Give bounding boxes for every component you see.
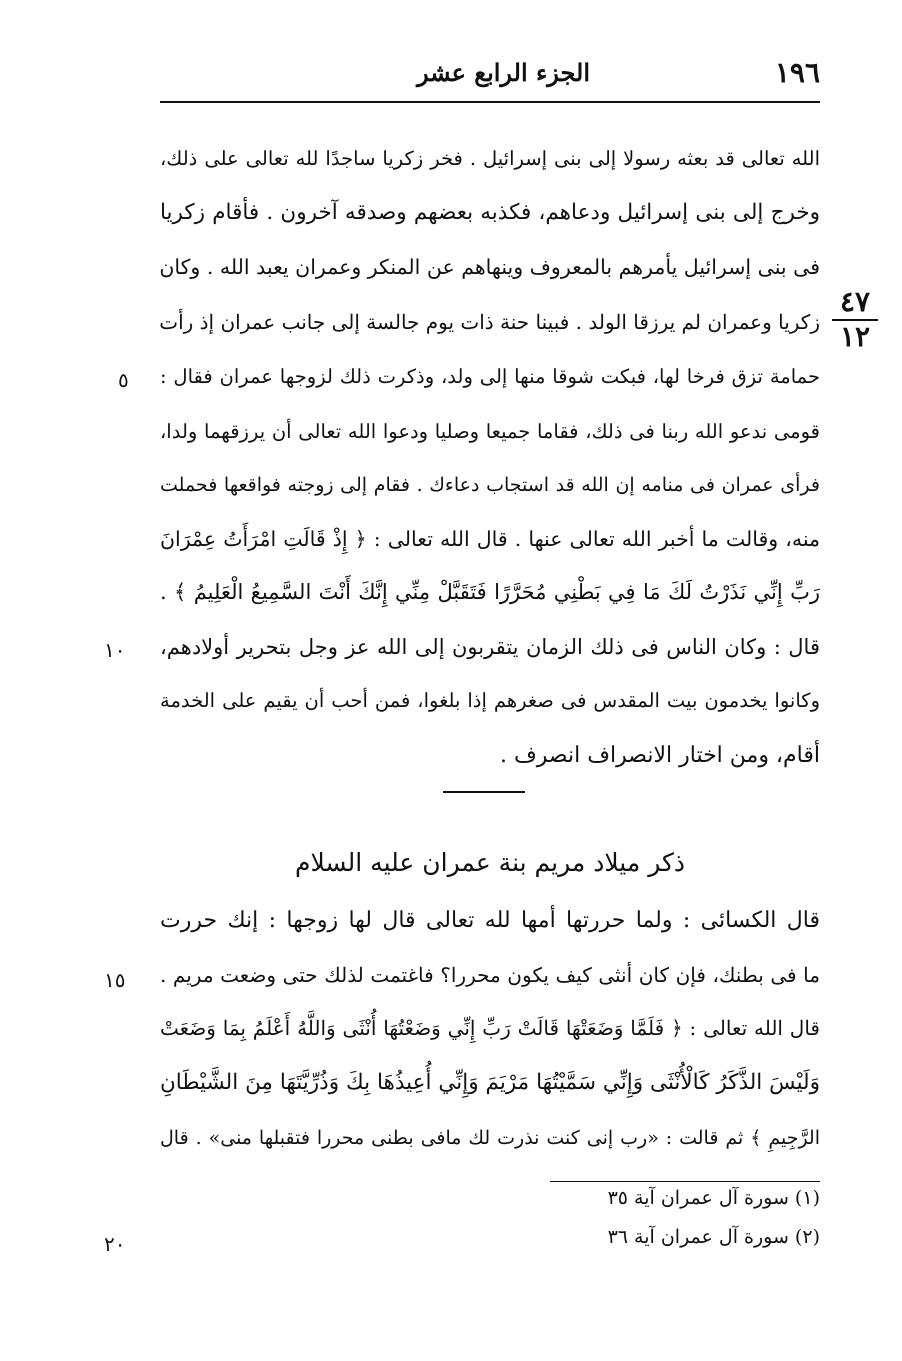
body-line: وخرج إلى بنى إسرائيل ودعاهم، فكذبه بعضهم وصدقه آخرون . فأقام زكريا	[160, 200, 820, 225]
section-line: الرَّجِيمِ ﴾ ثم قالت : «رب إنى كنت نذرت لك مافى بطنى محررا فتقبلها منى» . قال	[160, 1127, 820, 1149]
body-line: حمامة تزق فرخا لها، فبكت شوقا منها إلى ولد، وذكرت ذلك لزوجها عمران فقال :	[160, 365, 820, 388]
line-number-10: ١٠	[104, 638, 126, 662]
margin-reference-top: ٤٧	[839, 285, 871, 318]
body-line: قومى ندعو الله ربنا فى ذلك، فقاما جميعا وصليا ودعوا الله تعالى أن يرزقهما ولدا،	[160, 420, 820, 443]
footnote-rule	[550, 1181, 820, 1182]
body-line: منه، وقالت ما أخبر الله تعالى عنها . قال الله تعالى : ﴿ إِذْ قَالَتِ امْرَأَتُ عِمْرَانَ	[160, 527, 820, 551]
body-line: وكانوا يخدمون بيت المقدس فى صغرهم إذا بلغوا، فمن أحب أن يقيم على الخدمة	[160, 689, 820, 712]
body-line: أقام، ومن اختار الانصراف انصرف .	[499, 743, 820, 768]
body-text	[160, 0, 820, 1361]
section-divider	[443, 791, 525, 793]
quran-verse-line: رَبِّ إِنِّي نَذَرْتُ لَكَ مَا فِي بَطْنِي مُحَرَّرًا فَتَقَبَّلْ مِنِّي إِنَّكَ أَنْتَ السَّمِيعُ الْعَلِيمُ ﴾ .	[160, 580, 820, 604]
quran-verse-line: قال الله تعالى : ﴿ فَلَمَّا وَضَعَتْهَا قَالَتْ رَبِّ إِنِّي وَضَعْتُهَا أُنْثَى وَاللَّهُ أَعْلَمُ بِمَا وَضَعَتْ	[160, 1016, 820, 1040]
line-number-20: ٢٠	[104, 1232, 126, 1256]
quran-verse-line: وَلَيْسَ الذَّكَرُ كَالْأُنْثَى وَإِنِّي سَمَّيْتُهَا مَرْيَمَ وَإِنِّي أُعِيذُهَا بِكَ وَذُرِّيَّتَهَا مِنَ الشَّيْطَانِ	[160, 1070, 820, 1095]
footnote-2: (٢) سورة آل عمران آية ٣٦	[607, 1226, 820, 1248]
margin-reference-bottom: ١٢	[839, 320, 871, 353]
line-number-15: ١٥	[104, 968, 126, 992]
section-line: ما فى بطنك، فإن كان أنثى كيف يكون محررا؟ فاغتمت لذلك حتى وضعت مريم .	[160, 963, 820, 987]
section-title: ذكر ميلاد مريم بنة عمران عليه السلام	[294, 848, 686, 877]
running-title: الجزء الرابع عشر	[416, 58, 590, 87]
body-line: فرأى عمران فى منامه إن الله قد استجاب دعاءك . فقام إلى زوجته فواقعها فحملت	[160, 474, 820, 496]
page-number: ١٩٦	[774, 56, 820, 89]
body-line: فى بنى إسرائيل يأمرهم بالمعروف وينهاهم عن المنكر وعمران يعبد الله . وكان	[159, 255, 820, 279]
body-line: زكريا وعمران لم يرزقا الولد . فبينا حنة ذات يوم جالسة إلى جانب عمران إذ رأت	[159, 310, 820, 334]
margin-reference	[830, 285, 880, 353]
line-number-5: ٥	[118, 368, 129, 392]
footnote-1: (١) سورة آل عمران آية ٣٥	[607, 1187, 820, 1209]
section-line: قال الكسائى : ولما حررتها أمها لله تعالى قال لها زوجها : إنك حررت	[160, 908, 820, 933]
body-line: قال : وكان الناس فى ذلك الزمان يتقربون إلى الله عز وجل بتحرير أولادهم،	[160, 635, 820, 659]
body-line: الله تعالى قد بعثه رسولا إلى بنى إسرائيل . فخر زكريا ساجدًا لله تعالى على ذلك،	[160, 147, 820, 170]
